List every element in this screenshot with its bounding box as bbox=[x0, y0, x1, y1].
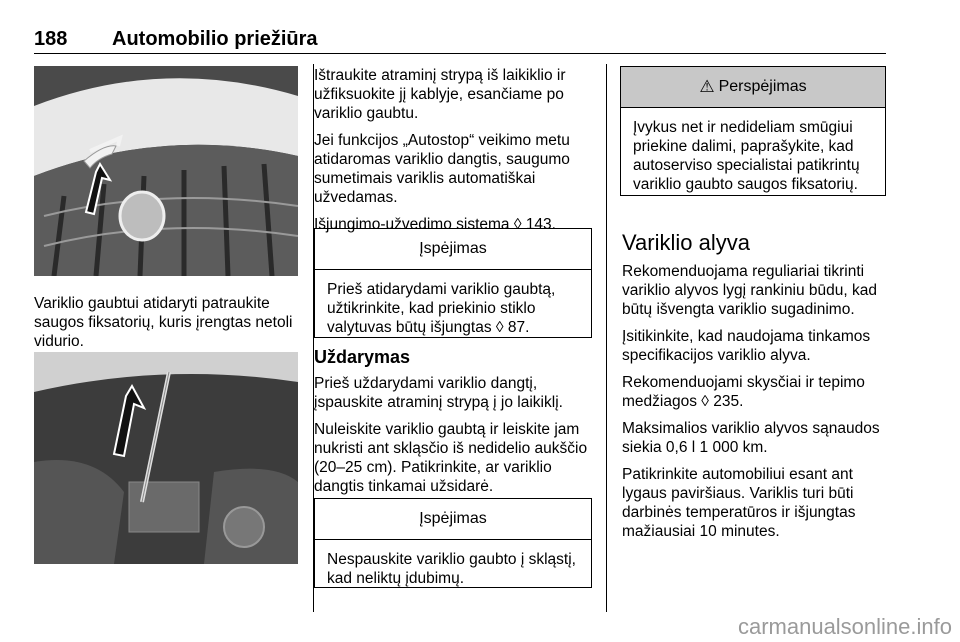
paragraph-fluids-ref: Rekomenduojami skysčiai ir tepimo medžiagos ◊ 235. bbox=[622, 374, 865, 410]
caution-box-text: Prieš atidarydami variklio gaubtą, užtikrinkite, kad priekinio stiklo valytuvas būtų išjungtas ◊ 87. bbox=[327, 281, 556, 336]
caption-hood-release: Variklio gaubtui atidaryti patraukite saugos fiksatorių, kuris įrengtas netoli vidurio. bbox=[34, 295, 293, 350]
paragraph-prop-rod: Ištraukite atraminį strypą iš laikiklio ir užfiksuokite jį kablyje, esančiame po variklio gaubtu. bbox=[314, 67, 566, 122]
warning-box-title: Perspėjimas bbox=[718, 78, 807, 95]
caution-box-title: Įspėjimas bbox=[315, 499, 591, 540]
warning-triangle-icon: ⚠ bbox=[699, 77, 715, 96]
warning-box-text: Įvykus net ir nedideliam smūgiui priekine dalimi, paprašykite, kad autoserviso specialistai patikrintų variklio gaubto saugos fiksatorių. bbox=[633, 119, 860, 193]
left-column-text bbox=[34, 294, 300, 359]
section-heading-engine-oil: Variklio alyva bbox=[622, 230, 750, 255]
paragraph-oil-check: Rekomenduojama reguliariai tikrinti variklio alyvos lygį rankiniu būdu, kad būtų išvengta variklio sugadinimo. bbox=[622, 263, 878, 318]
caution-box-title: Įspėjimas bbox=[315, 229, 591, 270]
page-header bbox=[34, 26, 886, 56]
paragraph-closing-rod: Prieš uždarydami variklio dangtį, įspauskite atraminį strypą į jo laikiklį. bbox=[314, 375, 563, 411]
paragraph-oil-consumption: Maksimalios variklio alyvos sąnaudos siekia 0,6 l 1 000 km. bbox=[622, 420, 880, 456]
right-column-text bbox=[622, 230, 888, 549]
section-heading-closing: Uždarymas bbox=[314, 347, 411, 367]
caution-box-latch bbox=[314, 498, 592, 588]
prop-rod-drawing bbox=[34, 352, 298, 564]
hood-prop-rod-illustration bbox=[34, 352, 298, 564]
paragraph-oil-procedure: Patikrinkite automobiliui esant ant lygaus paviršiaus. Variklis turi būti darbinės temperatūros ir išjungtas mažiausiai 10 minutes. bbox=[622, 466, 856, 540]
hood-release-drawing bbox=[34, 66, 298, 276]
closing-section bbox=[314, 346, 592, 504]
page-number: 188 bbox=[34, 28, 68, 50]
paragraph-closing-drop: Nuleiskite variklio gaubtą ir leiskite jam nukristi ant skląsčio iš nedidelio aukščio (20–25 cm). Patikrinkite, ar variklio dangtis tinkamai užsidarė. bbox=[314, 421, 588, 495]
watermark: carmanualsonline.info bbox=[737, 614, 952, 639]
warning-box-header bbox=[621, 67, 885, 108]
paragraph-oil-spec: Įsitikinkite, kad naudojama tinkamos specifikacijos variklio alyva. bbox=[622, 328, 871, 364]
page-title: Automobilio priežiūra bbox=[112, 28, 318, 50]
warning-box-safety-catch bbox=[620, 66, 886, 196]
caution-box-wiper bbox=[314, 228, 592, 338]
middle-column-text bbox=[314, 66, 592, 242]
caution-box-text: Nespauskite variklio gaubto į skląstį, kad neliktų įdubimų. bbox=[327, 551, 576, 587]
header-rule bbox=[34, 53, 886, 54]
column-divider-2 bbox=[606, 64, 607, 612]
paragraph-autostop: Jei funkcijos „Autostop“ veikimo metu atidaromas variklio dangtis, saugumo sumetimais variklis automatiškai užvedamas. bbox=[314, 132, 570, 206]
hood-release-illustration bbox=[34, 66, 298, 276]
paragraph-stop-start-ref: Išjungimo-užvedimo sistema ◊ 143. bbox=[314, 216, 556, 233]
